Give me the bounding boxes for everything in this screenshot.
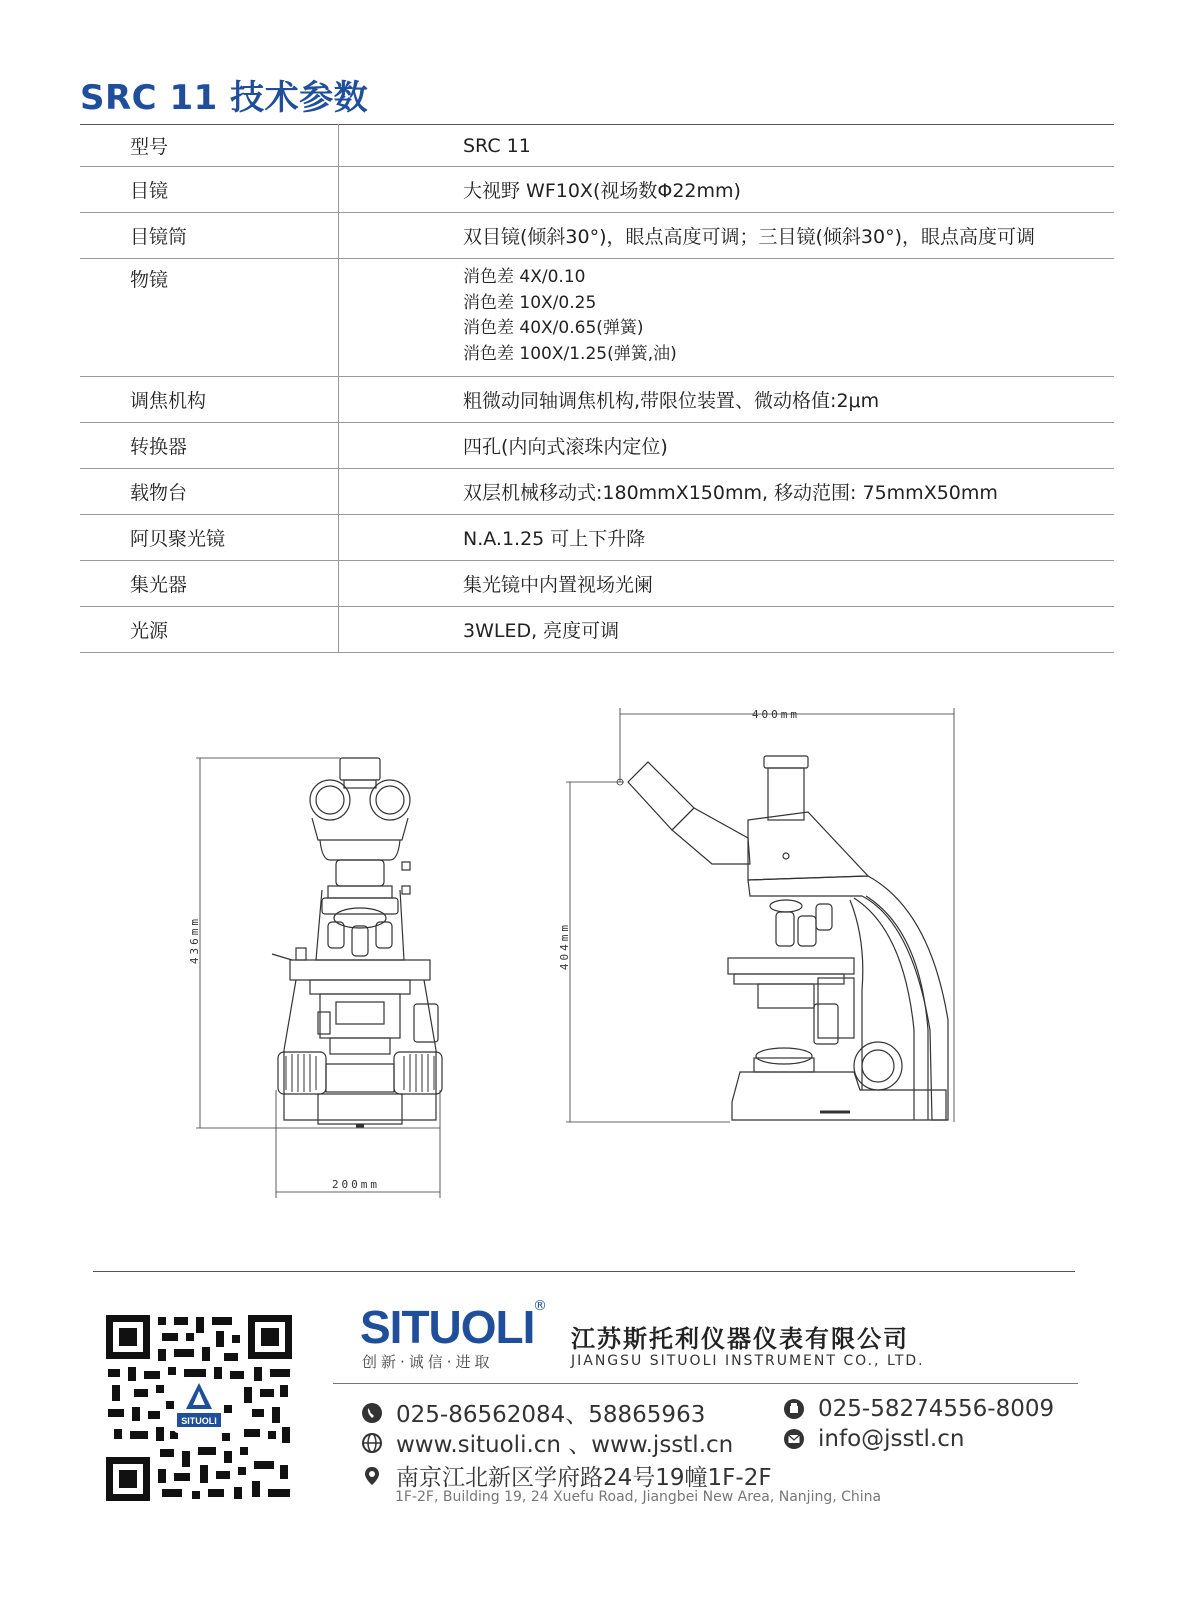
- spec-value: 双目镜(倾斜30°)，眼点高度可调；三目镜(倾斜30°)，眼点高度可调: [463, 226, 1036, 248]
- phone-number[interactable]: 025-86562084、58865963: [396, 1402, 706, 1428]
- fax-number[interactable]: 025-58274556-8009: [818, 1396, 1055, 1422]
- spec-label: 集光器: [80, 561, 339, 607]
- spec-row-eyepiece: [80, 167, 1114, 213]
- brand-slogan: 创新·诚信·进取: [362, 1353, 494, 1371]
- footer-divider: [93, 1271, 1075, 1272]
- side-height-label: 404mm: [558, 921, 571, 971]
- fax-icon: [783, 1398, 805, 1420]
- spec-value: 大视野 WF10X(视场数Φ22mm): [463, 180, 741, 202]
- page-title: SRC 11 技术参数: [80, 78, 369, 118]
- globe-icon: [361, 1432, 383, 1454]
- address-cn: 南京江北新区学府路24号19幢1F-2F: [396, 1465, 772, 1491]
- spec-label: 转换器: [80, 423, 339, 469]
- qr-code: [104, 1313, 294, 1503]
- phone-icon: [361, 1402, 383, 1424]
- spec-value: 集光镜中内置视场光阑: [463, 574, 654, 596]
- fax-line: [783, 1396, 1054, 1422]
- spec-row-collector: [80, 561, 1114, 607]
- spec-label: 光源: [80, 607, 339, 653]
- company-name-en: JIANGSU SITUOLI INSTRUMENT CO., LTD.: [571, 1353, 925, 1369]
- spec-value: 消色差 4X/0.10 消色差 10X/0.25 消色差 40X/0.65(弹簧) 消色差 100X/1.25(弹簧,油): [463, 267, 677, 364]
- spec-row-objective: [80, 259, 1114, 377]
- spec-label: 阿贝聚光镜: [80, 515, 339, 561]
- phone-line: [361, 1396, 705, 1429]
- address-en: 1F-2F, Building 19, 24 Xuefu Road, Jiangbei New Area, Nanjing, China: [395, 1489, 882, 1505]
- spec-value: 双层机械移动式:180mmX150mm, 移动范围: 75mmX50mm: [463, 482, 998, 504]
- location-pin-icon: [361, 1465, 383, 1487]
- microscope-drawing: [0, 690, 1179, 1210]
- spec-label: 目镜: [80, 167, 339, 213]
- spec-value: 四孔(内向式滚珠内定位): [463, 436, 668, 458]
- front-width-label: 200mm: [331, 1178, 381, 1191]
- side-view: [628, 756, 948, 1120]
- spec-row-condenser: [80, 515, 1114, 561]
- spec-value: N.A.1.25 可上下升降: [463, 528, 646, 550]
- email-line: [783, 1426, 964, 1452]
- spec-row-light: [80, 607, 1114, 653]
- address-line: [361, 1459, 772, 1492]
- spec-label: 目镜筒: [80, 213, 339, 259]
- qr-logo-text: SITUOLI: [181, 1416, 217, 1426]
- spec-row-stage: [80, 469, 1114, 515]
- email-address[interactable]: info@jsstl.cn: [818, 1426, 965, 1452]
- spec-label: 物镜: [80, 259, 339, 377]
- brand-logo: SITUOLI: [360, 1301, 535, 1353]
- spec-row-nosepiece: [80, 423, 1114, 469]
- spec-row-model: [80, 125, 1114, 167]
- spec-label: 调焦机构: [80, 377, 339, 423]
- spec-value: 粗微动同轴调焦机构,带限位装置、微动格值:2μm: [463, 390, 880, 412]
- spec-value: SRC 11: [463, 134, 531, 157]
- spec-table: [80, 124, 1114, 653]
- spec-row-focus: [80, 377, 1114, 423]
- front-dimensions: [196, 758, 440, 1198]
- spec-row-tube: [80, 213, 1114, 259]
- web-line: [361, 1426, 733, 1459]
- mail-icon: [783, 1428, 805, 1450]
- company-name-cn: 江苏斯托利仪器仪表有限公司: [571, 1325, 909, 1353]
- registered-mark: ®: [533, 1298, 547, 1314]
- front-knob-hatching: [286, 1054, 434, 1092]
- website-links[interactable]: www.situoli.cn 、www.jsstl.cn: [396, 1432, 734, 1458]
- spec-label: 载物台: [80, 469, 339, 515]
- side-width-label: 400mm: [751, 708, 801, 721]
- spec-label: 型号: [80, 125, 339, 167]
- front-height-label: 436mm: [188, 915, 201, 965]
- spec-value: 3WLED, 亮度可调: [463, 620, 620, 642]
- contact-divider: [333, 1383, 1078, 1384]
